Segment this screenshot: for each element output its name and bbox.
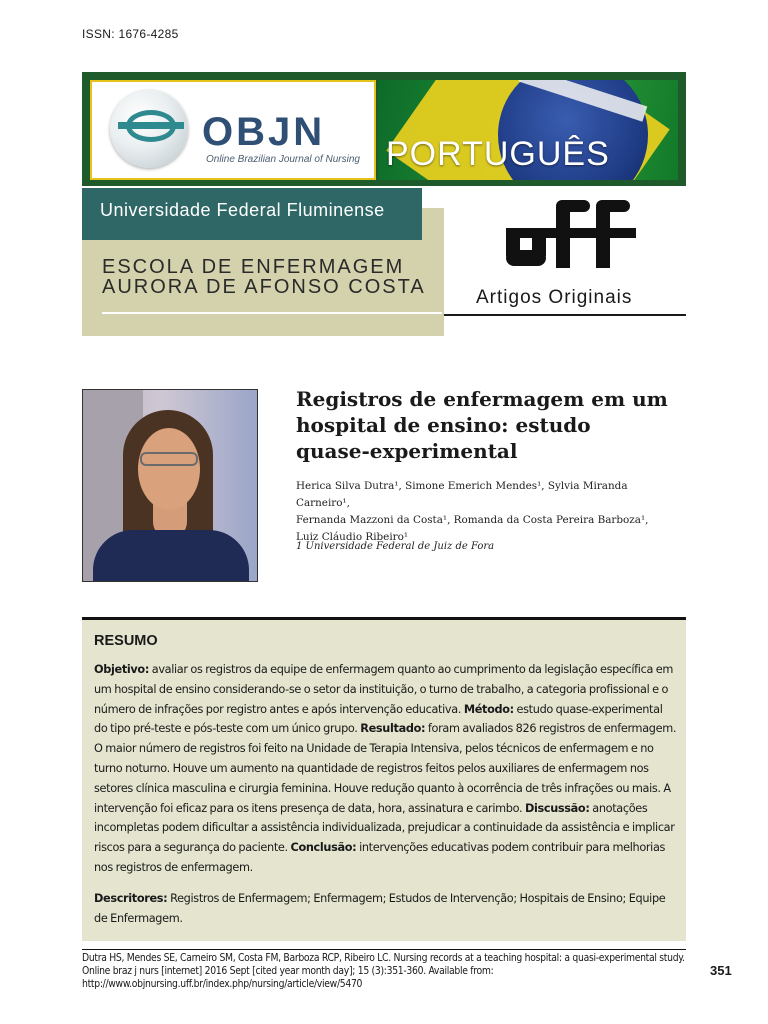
citation-text: Dutra HS, Mendes SE, Carneiro SM, Costa FM, Barboza RCP, Ribeiro LC. Nursing records at a teaching hospital: a quasi-experimental study. Online braz j nurs [internet] 2016 Sept [cited year month day]; 15 (3):351-360. Available from: http://www.objnursing.uff.br/index.php/nursing/article/view/5470 bbox=[82, 952, 685, 990]
keywords-text: Registros de Enfermagem; Enfermagem; Estudos de Intervenção; Hospitais de Ensino; Equipe de Enfermagem. bbox=[94, 892, 666, 925]
journal-abbrev: OBJN bbox=[202, 110, 326, 154]
abstract-text bbox=[94, 660, 678, 878]
objn-ring-bar bbox=[118, 122, 184, 129]
authors-line: Herica Silva Dutra¹, Simone Emerich Mendes¹, Sylvia Miranda Carneiro¹, bbox=[296, 480, 628, 509]
section-underline bbox=[444, 314, 686, 316]
objetivo-text: avaliar os registros da equipe de enfermagem quanto ao cumprimento da legislação específica em um hospital de ensino considerando-se o setor da instituição, o turno de trabalho, a categoria profissional e o número de infrações por registro antes e após intervenção educativa. bbox=[94, 663, 674, 716]
metodo-text: estudo quase-experimental do tipo pré-teste e pós-teste com um único grupo. bbox=[94, 702, 663, 736]
university-name: Universidade Federal Fluminense bbox=[100, 200, 385, 220]
uff-logo bbox=[504, 198, 638, 270]
school-box-tab bbox=[422, 208, 444, 240]
discussao-text: anotações incompletas podem dificultar a assistência individualizada, prejudicar a continuidade da assistência e implicar riscos para a segurança do paciente. bbox=[94, 801, 675, 855]
discussao-label: Discussão: bbox=[524, 801, 590, 815]
article-title: Registros de enfermagem em um hospital de ensino: estudo quase-experimental bbox=[296, 387, 668, 463]
author-photo bbox=[82, 389, 258, 582]
school-name-line1: ESCOLA DE ENFERMAGEM bbox=[102, 256, 405, 278]
footer-divider bbox=[82, 949, 686, 950]
school-underline bbox=[102, 312, 442, 314]
article-authors bbox=[296, 478, 676, 546]
objetivo-label: Objetivo: bbox=[94, 663, 149, 676]
resultado-text: foram avaliados 826 registros de enfermagem. O maior número de registros foi feito na Unidade de Terapia Intensiva, pelos técnicos de enfermagem e no turno noturno. Houve um aumento na quantidade de registros feitos pelos auxiliares de enfermagem nos setores clínica masculina e cirurgia feminina. Houve redução quanto à ocorrência de três infrações ou mais. A intervenção foi eficaz para os itens presença de data, hora, assinatura e carimbo. bbox=[94, 722, 677, 815]
authors-line: Luiz Cláudio Ribeiro¹ bbox=[296, 531, 409, 543]
photo-face bbox=[138, 428, 200, 510]
school-name-line2: AURORA DE AFONSO COSTA bbox=[102, 276, 426, 298]
issn-label: ISSN: 1676-4285 bbox=[82, 27, 179, 41]
photo-body bbox=[93, 530, 249, 582]
authors-line: Fernanda Mazzoni da Costa¹, Romanda da Costa Pereira Barboza¹, bbox=[296, 514, 649, 526]
author-affiliation: 1 Universidade Federal de Juiz de Fora bbox=[296, 541, 495, 552]
page-number: 351 bbox=[710, 963, 732, 978]
metodo-label: Método: bbox=[463, 702, 514, 716]
photo-glasses bbox=[140, 452, 198, 466]
journal-name: Online Brazilian Journal of Nursing bbox=[206, 154, 360, 165]
resultado-label: Resultado: bbox=[360, 722, 426, 736]
conclusao-label: Conclusão: bbox=[290, 841, 357, 855]
abstract-heading: RESUMO bbox=[94, 633, 158, 649]
keywords-label: Descritores: bbox=[94, 892, 168, 905]
section-label: Artigos Originais bbox=[476, 287, 633, 308]
conclusao-text: intervenções educativas podem contribuir para melhorias nos registros de enfermagem. bbox=[94, 841, 666, 874]
language-label: PORTUGUÊS bbox=[386, 135, 610, 173]
keywords bbox=[94, 889, 678, 929]
